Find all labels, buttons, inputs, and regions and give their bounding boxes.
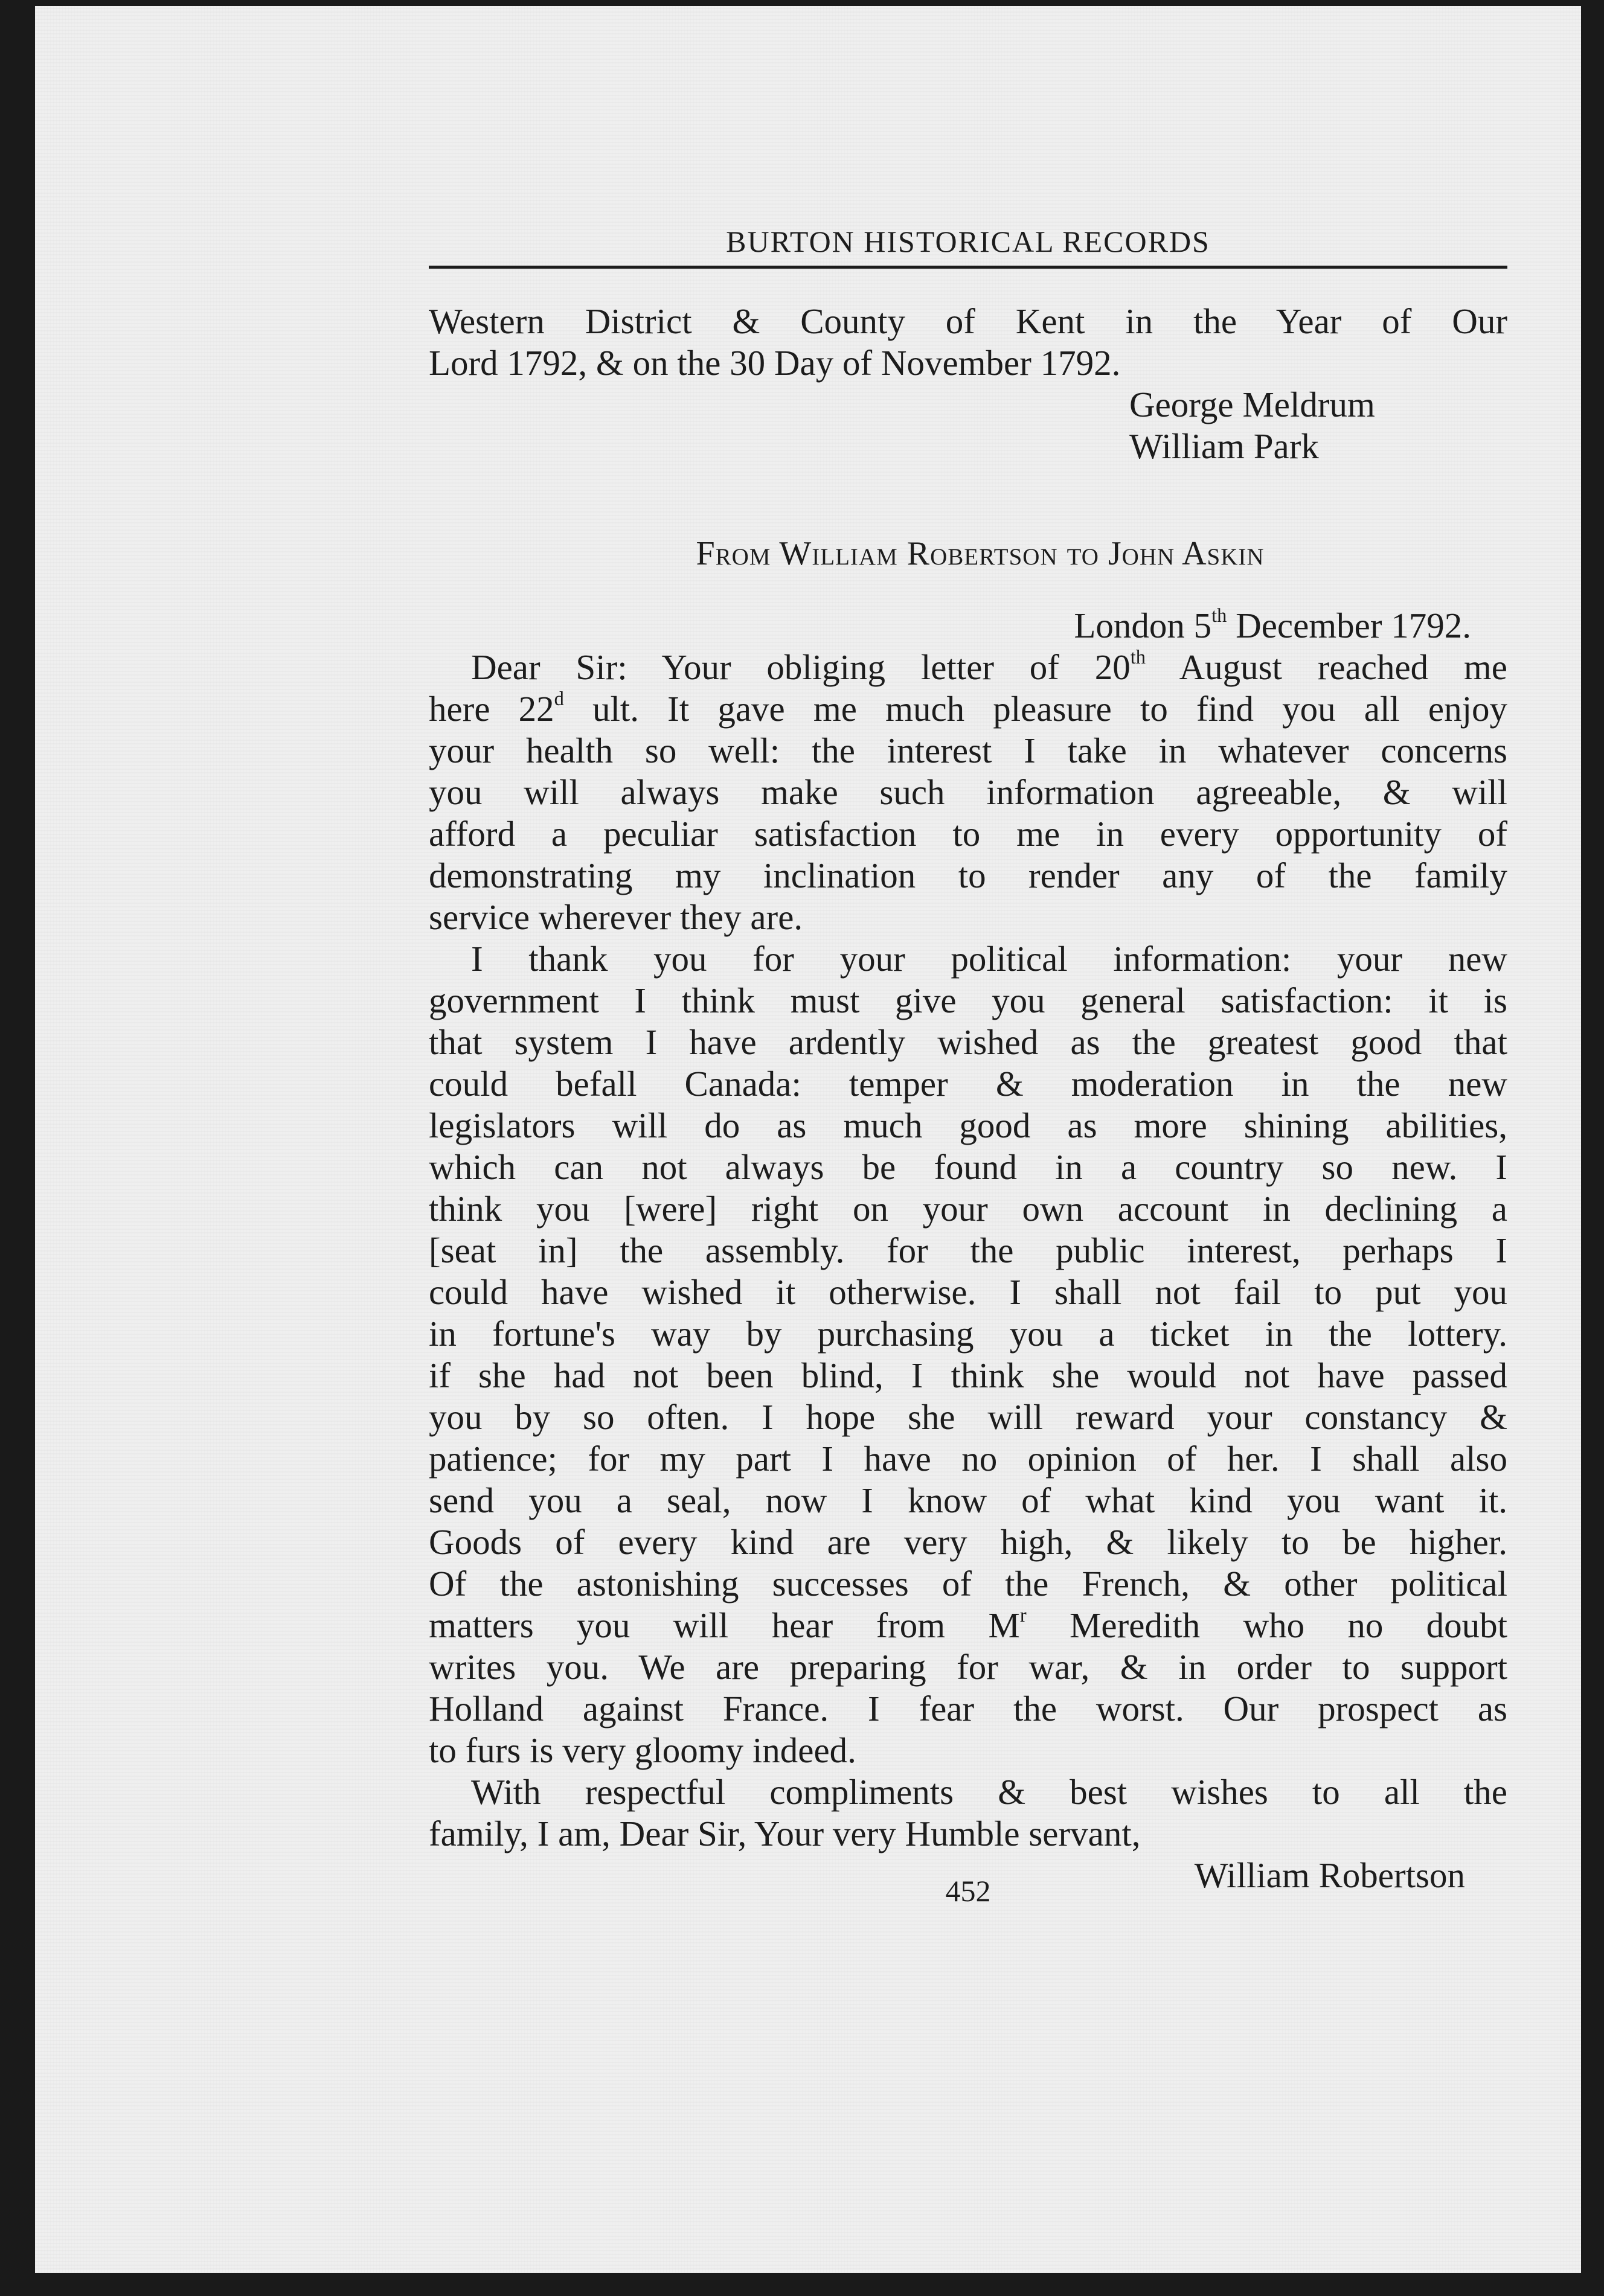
paragraph-line: With respectful compliments & best wishes to all the <box>471 1772 1507 1812</box>
signatory-name: William Park <box>1129 426 1319 466</box>
paragraph-line: service wherever they are. <box>429 897 803 937</box>
paragraph-line: you by so often. I hope she will reward your constancy & <box>429 1397 1507 1437</box>
paragraph-line: writes you. We are preparing for war, & in order to support <box>429 1647 1507 1687</box>
header-rule <box>429 266 1507 269</box>
dateline-place: London 5 <box>1074 606 1212 645</box>
paragraph-line: Of the astonishing successes of the French, & other political <box>429 1564 1507 1604</box>
paragraph-line: here 22$^d$ ult. It gave me much pleasure to find you all enjoy <box>429 688 1507 729</box>
dateline-date: December 1792. <box>1227 606 1471 645</box>
paragraph-line: Dear Sir: Your obliging letter of 20th August reached me <box>471 647 1507 687</box>
paragraph-line: in fortune's way by purchasing you a ticket in the lottery. <box>429 1314 1507 1354</box>
paragraph-line: Holland against France. I fear the worst. Our prospect as <box>429 1689 1507 1728</box>
preamble-line: Lord 1792, & on the 30 Day of November 1792. <box>429 343 1121 383</box>
paragraph-line: which can not always be found in a country so new. I <box>429 1147 1507 1187</box>
paragraph-line: could have wished it otherwise. I shall not fail to put you <box>429 1272 1507 1312</box>
paragraph-line: your health so well: the interest I take in whatever concerns <box>429 731 1507 770</box>
paragraph-line: that system I have ardently wished as the greatest good that <box>429 1022 1507 1062</box>
paragraph-line: Goods of every kind are very high, & likely to be higher. <box>429 1522 1507 1562</box>
paragraph-line: patience; for my part I have no opinion of her. I shall also <box>429 1439 1507 1479</box>
running-head: BURTON HISTORICAL RECORDS <box>726 225 1210 258</box>
paragraph-line: [seat in] the assembly. for the public interest, perhaps I <box>429 1230 1507 1270</box>
preamble-line: Western District & County of Kent in the Year of Our <box>429 301 1507 341</box>
dateline <box>429 605 1507 647</box>
letter-title: From William Robertson to John Askin <box>696 535 1265 572</box>
page-number: 452 <box>945 1874 991 1908</box>
paragraph-line: if she had not been blind, I think she would not have passed <box>429 1355 1507 1395</box>
paragraph-line: send you a seal, now I know of what kind you want it. <box>429 1480 1507 1520</box>
paragraph-line: could befall Canada: temper & moderation in the new <box>429 1064 1507 1104</box>
paragraph-line: legislators will do as much good as more shining abilities, <box>429 1105 1507 1145</box>
dateline-sup: th <box>1211 605 1227 627</box>
paragraph-line: to furs is very gloomy indeed. <box>429 1730 856 1770</box>
paragraph-line: afford a peculiar satisfaction to me in every opportunity of <box>429 814 1507 854</box>
paragraph-line: government I think must give you general satisfaction: it is <box>429 980 1507 1020</box>
paragraph-line: matters you will hear from $M^r$ Meredith who no doubt <box>429 1605 1507 1645</box>
body-text <box>429 301 1507 1896</box>
paragraph-line: demonstrating my inclination to render any of the family <box>429 855 1507 895</box>
signatory-name: George Meldrum <box>1129 385 1375 424</box>
signature: William Robertson <box>1194 1855 1465 1895</box>
paragraph-line: family, I am, Dear Sir, Your very Humble servant, <box>429 1814 1141 1853</box>
document-page <box>35 6 1581 2273</box>
paragraph-line: you will always make such information agreeable, & will <box>429 772 1507 812</box>
paragraph-line: I thank you for your political information: your new <box>471 939 1507 979</box>
paragraph-line: think you [were] right on your own account in declining a <box>429 1189 1507 1229</box>
